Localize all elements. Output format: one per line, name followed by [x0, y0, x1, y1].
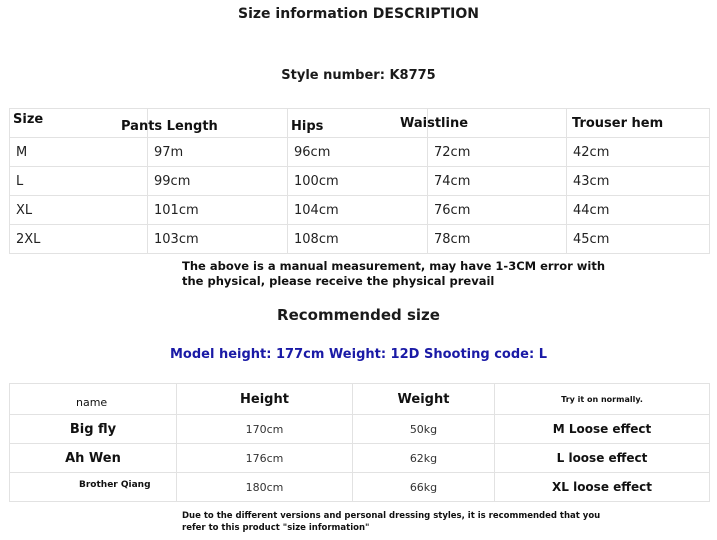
cell-waistline: 72cm	[428, 138, 567, 167]
size-table-header	[10, 109, 710, 138]
cell-name: Ah Wen	[10, 444, 177, 473]
cell-hips: 104cm	[288, 196, 428, 225]
header-fit: Try it on normally.	[495, 384, 710, 415]
cell-trouser-hem: 45cm	[567, 225, 710, 254]
measurement-note: The above is a manual measurement, may have 1-3CM error with the physical, please receive the physical prevail	[182, 259, 606, 288]
table-row	[10, 415, 710, 444]
table-row	[10, 473, 710, 502]
cell-waistline: 76cm	[428, 196, 567, 225]
footer-note: Due to the different versions and personal dressing styles, it is recommended that you refer to this product "size information"	[182, 511, 601, 533]
cell-size: XL	[10, 196, 148, 225]
table-row	[10, 167, 710, 196]
table-row	[10, 138, 710, 167]
cell-height: 170cm	[177, 415, 353, 444]
cell-name: Brother Qiang	[10, 473, 177, 502]
cell-size: M	[10, 138, 148, 167]
cell-trouser-hem: 43cm	[567, 167, 710, 196]
header-trouser-hem: Trouser hem	[567, 109, 710, 138]
cell-fit: M Loose effect	[495, 415, 710, 444]
header-height: Height	[177, 384, 353, 415]
header-size: Size	[10, 109, 148, 138]
cell-fit: XL loose effect	[495, 473, 710, 502]
cell-waistline: 78cm	[428, 225, 567, 254]
cell-name: Big fly	[10, 415, 177, 444]
size-table	[9, 108, 710, 254]
cell-hips: 100cm	[288, 167, 428, 196]
table-row	[10, 196, 710, 225]
cell-trouser-hem: 42cm	[567, 138, 710, 167]
recommend-table-header	[10, 384, 710, 415]
cell-pants-length: 103cm	[148, 225, 288, 254]
cell-pants-length: 101cm	[148, 196, 288, 225]
model-info: Model height: 177cm Weight: 12D Shooting code: L	[170, 347, 547, 362]
style-number: Style number: K8775	[281, 68, 436, 83]
cell-hips: 96cm	[288, 138, 428, 167]
cell-height: 176cm	[177, 444, 353, 473]
recommended-title: Recommended size	[277, 306, 440, 324]
cell-weight: 66kg	[353, 473, 495, 502]
header-name: name	[10, 384, 177, 415]
cell-fit: L loose effect	[495, 444, 710, 473]
cell-height: 180cm	[177, 473, 353, 502]
header-waistline: Waistline	[428, 109, 567, 138]
header-pants-length: Pants Length	[148, 109, 288, 138]
page-title: Size information DESCRIPTION	[238, 6, 479, 22]
cell-pants-length: 99cm	[148, 167, 288, 196]
table-row	[10, 444, 710, 473]
cell-trouser-hem: 44cm	[567, 196, 710, 225]
header-weight: Weight	[353, 384, 495, 415]
cell-weight: 50kg	[353, 415, 495, 444]
cell-weight: 62kg	[353, 444, 495, 473]
cell-pants-length: 97m	[148, 138, 288, 167]
recommend-table	[9, 383, 710, 502]
cell-size: 2XL	[10, 225, 148, 254]
table-row	[10, 225, 710, 254]
header-hips: Hips	[288, 109, 428, 138]
cell-waistline: 74cm	[428, 167, 567, 196]
cell-hips: 108cm	[288, 225, 428, 254]
cell-size: L	[10, 167, 148, 196]
